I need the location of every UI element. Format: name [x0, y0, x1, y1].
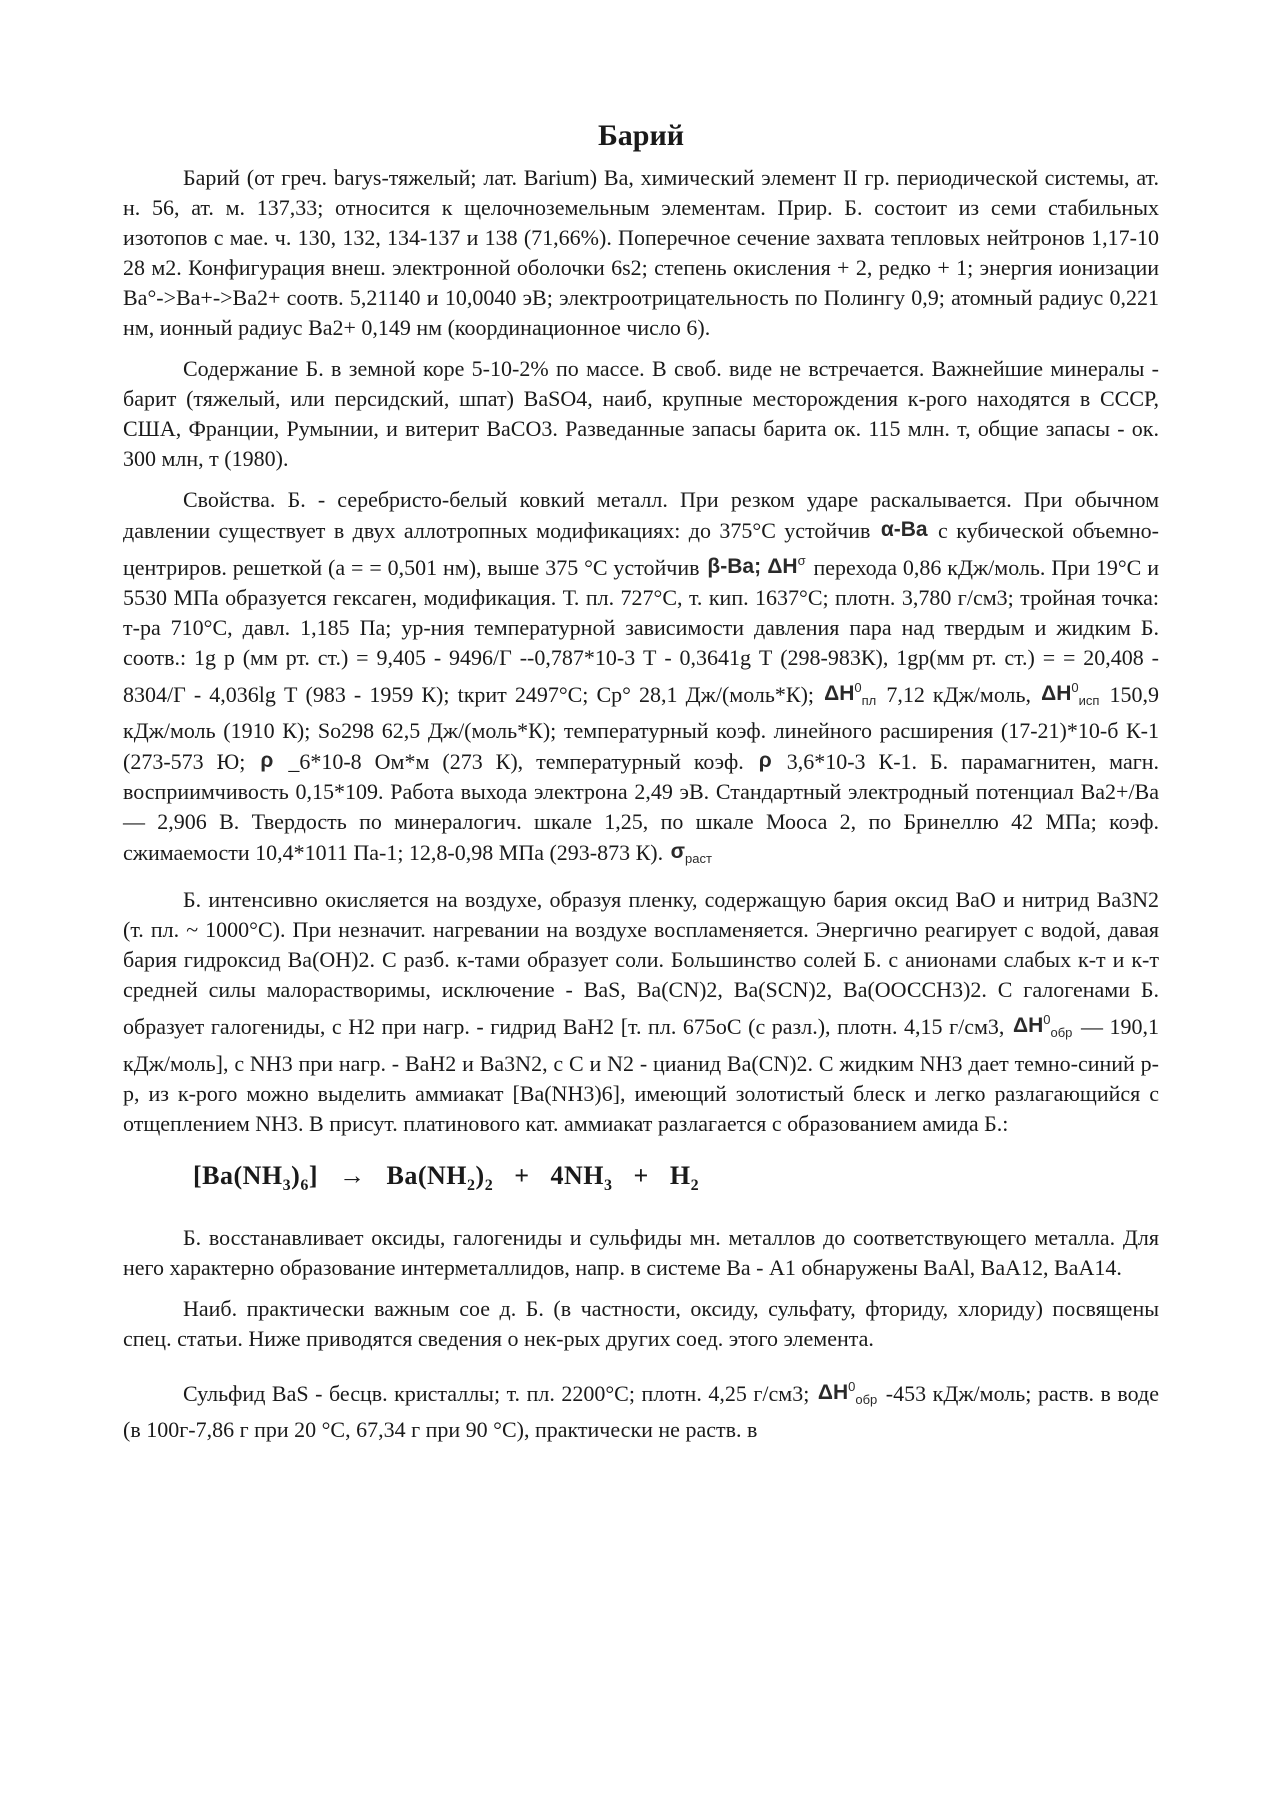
resistivity-rho-symbol: ρ — [260, 749, 274, 773]
formation-zero-superscript: 0 — [1043, 1012, 1051, 1028]
plus-sign-1: + — [514, 1160, 530, 1190]
paragraph-reduction: Б. восстанавливает оксиды, галогениды и сульфиды мн. металлов до соответствующего металла. Для него характерно образование интерметаллидов, напр. в системе Ва - А1 обнаружены BaAl, ВаА12, ВаА14. — [123, 1224, 1159, 1280]
reactant-sub-3: 3 — [282, 1176, 292, 1194]
product-hydrogen-sub: 2 — [690, 1176, 700, 1194]
symbol-separator: ; — [754, 555, 762, 578]
delta-h-formation-label: ΔH — [1012, 1014, 1044, 1038]
sigma-superscript: σ — [797, 553, 806, 568]
properties-text-f: _6*10-8 Ом*м (273 К), температурный коэф. — [288, 749, 744, 775]
reactant-ammine-a: [Ba(NH — [193, 1160, 283, 1190]
sulfide-text-b: -453 кДж/моль; раств. в воде (в 100г-7,86 г при 20 °С, 67,34 г при 90 °С), практически не раств. в — [123, 1380, 1159, 1442]
reactivity-text-a: Б. интенсивно окисляется на воздухе, образуя пленку, содержащую бария оксид ВаО и нитрид Ba3N2 (т. пл. ~ 1000°С). При незначит. нагревании на воздухе воспламеняется. Энергично реагирует с водой, давая бария гидроксид Ва(ОН)2. С разб. к-тами образует соли. Большинство солей Б. с анионами слабых к-т и к-т средней силы малорастворимы, исключение - BaS, Ba(CN)2, Ba(SCN)2, Ва(ООССН3)2. С галогенами Б. образует галогениды, с Н2 при нагр. - гидрид ВаН2 [т. пл. 675оС (с разл.), плотн. 4,15 г/см3, — [123, 887, 1159, 1040]
sulfide-delta-h-label: ΔH — [817, 1380, 849, 1404]
alpha-barium-symbol: α-Ba — [880, 518, 928, 541]
paragraph-occurrence: Содержание Б. в земной коре 5-10-2% по массе. В своб. виде не встречается. Важнейшие минералы - барит (тяжелый, или персидский, шпат) BaSO4, наиб, крупные месторождения к-рого находятся в СССР, США, Франции, Румынии, и витерит ВаСО3. Разведанные запасы барита ок. 115 млн. т, общие запасы - ок. 300 млн, т (1980). — [123, 356, 1159, 471]
beta-barium-label: β-Ba — [707, 555, 755, 578]
reactant-ammine-b: ) — [291, 1160, 301, 1190]
delta-h-formation-sulfide-symbol — [816, 1378, 879, 1407]
delta-h-evaporation-label: ΔH — [1041, 682, 1072, 705]
plus-sign-2: + — [633, 1160, 649, 1190]
product-ammonia-sub: 3 — [604, 1176, 613, 1194]
sulfide-zero-superscript: 0 — [848, 1378, 856, 1394]
document-page — [123, 118, 1159, 1456]
reactant-ammine-c: ] — [308, 1160, 319, 1190]
properties-text-d: 7,12 кДж/моль, — [886, 682, 1032, 707]
resistivity-coef-rho-symbol: ρ — [758, 749, 772, 773]
properties-text-c: перехода 0,86 кДж/моль. При 19°С и 5530 МПа образуется гексаген, модификация. Т. пл. 727°С, т. кип. 1637°С; плотн. 3,780 г/см3; тройная точка: т-ра 710°С, давл. 1,185 Па; ур-ния температурной зависимости давления пара над твердым и жидким Б. соотв.: 1g p (мм рт. ст.) = 9,405 - 9496/Г --0,787*10-3 Т - 0,3641g Т (298-983К), 1gp(мм рт. ст.) = = 20,408 - 8304/Г - 4,036lg Т (983 - 1959 К); tкрит 2497°С; Ср° 28,1 Дж/(моль*К); — [123, 555, 1159, 707]
evaporation-subscript: исп — [1078, 693, 1100, 709]
product-amide-sub-2b: 2 — [484, 1176, 494, 1194]
sigma-tensile-symbol — [669, 840, 714, 867]
decomposition-equation — [193, 1161, 1159, 1195]
product-amide-a: Ba(NH — [386, 1160, 468, 1190]
tensile-subscript: раст — [685, 851, 712, 867]
paragraph-compounds: Наиб. практически важным сое д. Б. (в частности, оксиду, сульфату, фториду, хлориду) посвящены спец. статьи. Ниже приводятся сведения о нек-рых других соед. этого элемента. — [123, 1295, 1159, 1351]
formation-subscript: обр — [1050, 1025, 1073, 1041]
product-amide-sub-2: 2 — [467, 1176, 476, 1194]
melting-zero-superscript: 0 — [854, 680, 862, 695]
document-title: Барий — [597, 119, 685, 152]
melting-subscript: пл — [861, 693, 877, 709]
paragraph-intro: Барий (от греч. barys-тяжелый; лат. Barium) Ba, химический элемент II гр. периодической системы, ат. н. 56, ат. м. 137,33; относится к щелочноземельным элементам. Прир. Б. состоит из семи стабильных изотопов с мае. ч. 130, 132, 134-137 и 138 (71,66%). Поперечное сечение захвата тепловых нейтронов 1,17-10 28 м2. Конфигурация внеш. электронной оболочки 6s2; степень окисления + 2, редко + 1; энергия ионизации Ba°->Ba+->Ba2+ соотв. 5,21140 и 10,0040 эВ; электроотрицательность по Полингу 0,9; атомный радиус 0,221 нм, ионный радиус Ba2+ 0,149 нм (координационное число 6). — [123, 165, 1159, 340]
delta-h-melting-label: ΔH — [824, 682, 855, 705]
sulfide-formation-subscript: обр — [855, 1391, 878, 1407]
reaction-arrow: → — [339, 1160, 366, 1190]
product-hydrogen: H — [669, 1160, 691, 1190]
product-amide-b: ) — [475, 1160, 485, 1190]
sigma-tensile-label: σ — [670, 840, 686, 864]
properties-text-g: 3,6*10-3 К-1. Б. парамагнитен, магн. восприимчивость 0,15*109. Работа выхода электрона 2,49 эВ. Стандартный электродный потенциал Ba2+/Ba — 2,906 В. Твердость по минералогич. шкале 1,25, по шкале Мооса 2, по Бринеллю 42 МПа; коэф. сжимаемости 10,4*1011 Па-1; 12,8-0,98 МПа (293-873 К). — [123, 749, 1160, 866]
paragraph-reactivity — [123, 885, 1159, 1138]
delta-h-transition-symbol: ΔH — [767, 555, 798, 578]
product-ammonia: 4NH — [550, 1160, 605, 1190]
beta-barium-symbol — [705, 555, 807, 578]
sulfide-text-a: Сульфид BaS - бесцв. кристаллы; т. пл. 2200°С; плотн. 4,25 г/см3; — [183, 1380, 810, 1406]
delta-h-formation-hydride-symbol — [1011, 1012, 1074, 1041]
properties-text-b: с кубической объемно-центриров. решеткой (а = = 0,501 нм), выше 375 °С устойчив — [123, 518, 1160, 580]
properties-text-a: Свойства. Б. - серебристо-белый ковкий металл. При резком ударе раскалывается. При обычном давлении существует в двух аллотропных модификациях: до 375°С устойчив — [123, 487, 1159, 543]
evaporation-zero-superscript: 0 — [1071, 680, 1079, 695]
properties-text-e: 150,9 кДж/моль (1910 К); So298 62,5 Дж/(моль*К); температурный коэф. линейного расширения (17-21)*10-б К-1 (273-573 Ю; — [123, 682, 1160, 775]
reactant-sub-6: 6 — [300, 1176, 309, 1194]
paragraph-sulfide — [123, 1372, 1159, 1445]
paragraph-properties — [123, 485, 1159, 874]
delta-h-melting-symbol — [822, 680, 878, 709]
delta-h-evaporation-symbol — [1039, 680, 1101, 709]
reactivity-text-b: — 190,1 кДж/моль], с NH3 при нагр. - ВаН2 и Ba3N2, с С и N2 - цианид Ba(CN)2. С жидким NH3 дает темно-синий р-р, из к-рого можно выделить аммиакат [Ba(NH3)6], имеющий золотистый блеск и легко разлагающийся с отщеплением NH3. В присут. платинового кат. аммиакат разлагается с образованием амида Б.: — [123, 1014, 1160, 1136]
